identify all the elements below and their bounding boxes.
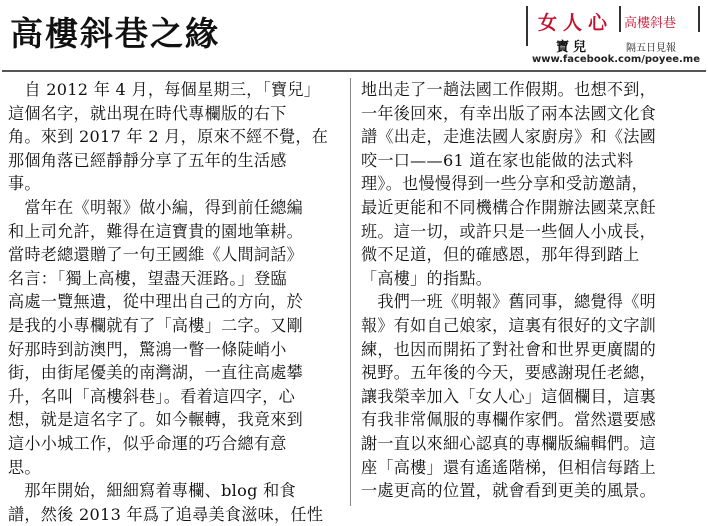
article-line: 自 2012 年 4 月，每個星期三，「寶兒」 [8,80,321,99]
article-line: 微不足道，但的確感恩，那年得到踏上 [361,245,640,265]
article-line: 好那時到訪澳門，驚鴻一瞥一條陡峭小 [8,339,287,359]
article-line: 名言：「獨上高樓，望盡天涯路。」登臨 [8,268,287,288]
author-name: 寶兒 [556,40,591,55]
article-line: 我們一班《明報》舊同事，總覺得《明 [361,292,657,312]
article-line: 升，名叫「高樓斜巷」。看着這四字，心 [8,386,295,406]
article-line: 高處一覽無遺，從中理出自己的方向，於 [8,292,304,312]
column-masthead [526,6,704,70]
article-line: 譜，然後 2013 年爲了追尋美食滋味，任性 [8,504,324,524]
article-line: 這小小城工作，似乎命運的巧合總有意 [8,433,287,453]
column-divider [350,78,351,506]
article-line: 有我非常佩服的專欄作家們。當然還要感 [361,410,657,430]
facebook-link: www.facebook.com/poyee.me [532,54,701,65]
article-line: 報》有如自己娘家，這裏有很好的文字訓 [361,315,657,335]
article-line: 那個角落已經靜靜分享了五年的生活感 [8,150,287,170]
article-line: 理》。也慢慢得到一些分享和受訪邀請， [361,174,648,194]
article-line: 「高樓」的指點。 [361,268,493,288]
article-line: 那年開始，細細寫着專欄、blog 和食 [8,481,296,501]
article-line: 地出走了一趟法國工作假期。也想不到， [361,80,657,99]
masthead-divider-right [698,6,700,32]
publication-frequency: 隔五日見報 [626,43,676,54]
article-line: 想，就是這名字了。如今輾轉，我竟來到 [8,410,304,430]
article-line: 事。 [8,174,41,194]
article-line: 一年後回來，有幸出版了兩本法國文化食 [361,103,657,123]
article-line: 咬一口——61 道在家也能做的法式料 [361,150,634,170]
article-line: 一處更高的位置，就會看到更美的風景。 [361,481,657,501]
header-rule [2,70,706,72]
article-line: 街，由街尾優美的南灣湖，一直往高處攀 [8,363,304,383]
article-line: 這個名字，就出現在時代專欄版的右下 [8,103,287,123]
article-line: 練，也因而開拓了對社會和世界更廣闊的 [361,339,657,359]
headline: 高樓斜巷之緣 [10,14,220,53]
masthead-divider-middle [619,6,621,32]
column-name: 女人心 [538,12,614,34]
article-line: 班。這一切，或許只是一些個人小成長， [361,221,657,241]
article-line: 座「高樓」還有遙遙階梯，但相信每踏上 [361,457,657,477]
article-line: 譜《出走，走進法國人家廚房》和《法國 [361,127,657,147]
article-line: 當年在《明報》做小編，得到前任總編 [8,197,304,217]
masthead-divider-left [526,6,528,46]
article-line: 讓我榮幸加入「女人心」這個欄目，這裏 [361,386,657,406]
article-line: 是我的小專欄就有了「高樓」二字。又剛 [8,315,304,335]
article-line: 視野。五年後的今天，要感謝現任老總， [361,363,657,383]
article-line: 謝一直以來細心認真的專欄版編輯們。這 [361,433,657,453]
article-column-left [8,78,346,524]
article-line: 角。來到 2017 年 2 月，原來不經不覺，在 [8,127,329,147]
article-column-right [361,78,699,508]
article-line: 思。 [8,457,41,477]
article-line: 當時老總還贈了一句王國維《人間詞話》 [8,245,304,265]
column-subtitle: 高樓斜巷 [624,16,677,31]
article-line: 和上司允許，難得在這寶貴的園地筆耕。 [8,221,304,241]
article-line: 最近更能和不同機構合作開辦法國菜烹飪 [361,197,657,217]
